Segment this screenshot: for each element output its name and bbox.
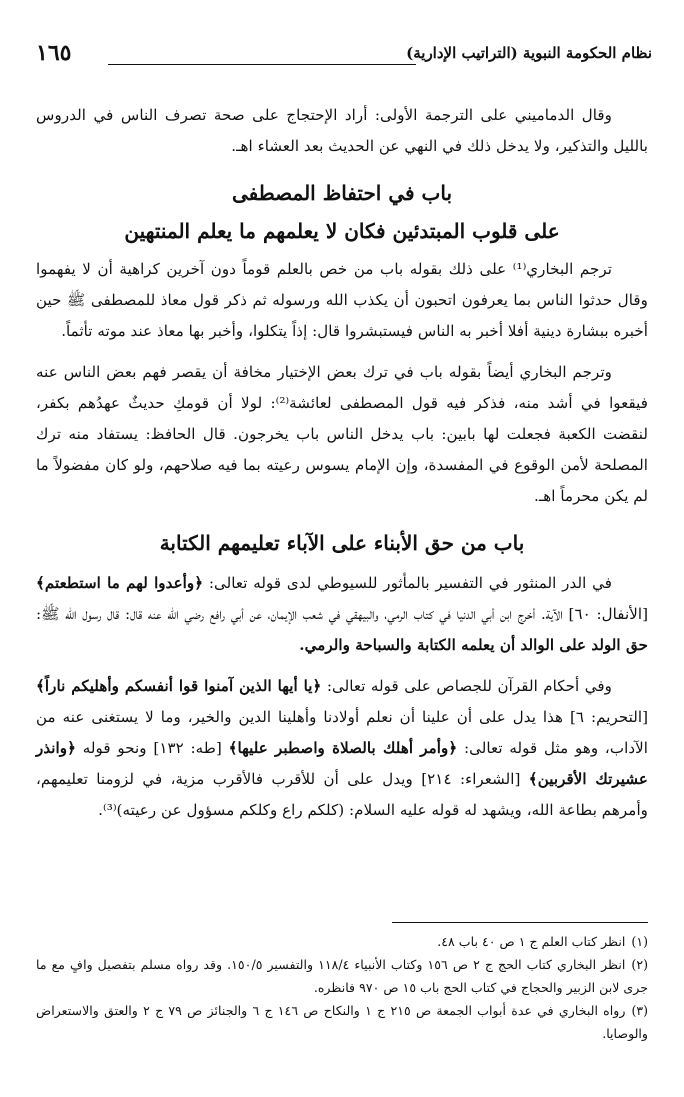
paragraph-damamini: وقال الدماميني على الترجمة الأولى: أراد الإحتجاج على صحة تصرف الناس في الدروس بالليل والتذكير، ولا يدخل ذلك في النهي عن الحديث بعد العشاء اهـ. (36, 106, 648, 155)
footnote-separator (392, 922, 648, 923)
quran-verse: ﴿وانذر عشيرتك الأقربين﴾ (36, 739, 648, 788)
footnote-text: انظر البخاري كتاب الحج ج ٢ ص ١٥٦ وكتاب الأنبياء ١١٨/٤ والتفسير ١٥٠/٥. وقد رواه مسلم بتفصيل وافٍ مع ما جرى لابن الزبير والحجاج في كتاب الحج باب ١٥ ص ٩٧٠ فانظره. (36, 957, 648, 995)
footnote-text: انظر كتاب العلم ج ١ ص ٤٠ باب ٤٨. (437, 934, 626, 949)
footnote (36, 930, 648, 953)
text-run: وفي أحكام القرآن للجصاص على قوله تعالى: (321, 677, 612, 695)
text-run: [الأنفال: ٦٠] الآية. أخرج ابن أبي الدنيا في كتاب الرمي، والبيهقي في شعب الإيمان، عن أبي رافع رضي الله عنه قال: قال رسول الله ﷺ: (36, 605, 649, 623)
text-run: [الشعراء: ٢١٤] ويدل على أن للأقرب فالأقرب مزية، في لزومنا تعليمهم، وأمرهم بطاعة الله، ويشهد له قوله عليه السلام: (كلكم راع وكلكم مسؤول عن رعيته)⁽³⁾. (36, 770, 648, 819)
paragraph-jassas (36, 671, 648, 826)
footnote-number: (٢) (631, 957, 649, 972)
footnotes (36, 930, 648, 1045)
paragraph-bukhari-2: وترجم البخاري أيضاً بقوله باب في ترك بعض الإختيار مخافة أن يقصر فهم بعض الناس عنه فيقعوا في أشد منه، فذكر فيه قول المصطفى لعائشة⁽²⁾: لولا أن قومكِ حديثٌ عهدُهم بكفر، لنقضت الكعبة فجعلت لها بابين: باب يدخل الناس باب يخرجون. قال الحافظ: يستفاد منه ترك المصلحة لأمن الوقوع في المفسدة، وإن الإمام يسوس رعيته بما فيه صلاحهم، ولو كان مفضولاً ما لم يكن محرماً اهـ. (36, 363, 648, 505)
paragraph-durr-manthur (36, 568, 648, 661)
page-number: ١٦٥ (36, 40, 72, 66)
text-run: [التحريم: ٦] هذا يدل على أن علينا أن نعلم أولادنا وأهلينا الدين والخير، وما لا يستغنى عنه من الآداب، وهو مثل قوله تعالى: (36, 708, 648, 757)
paragraph-bukhari-1: ترجم البخاري⁽¹⁾ على ذلك بقوله باب من خص بالعلم قوماً دون آخرين كراهية أن لا يفهموا وقال حدثوا الناس بما يعرفون اتحبون أن يكذب الله ورسوله ثم ذكر قول معاذ للمصطفى ﷺ حين أخبره ببشارة دينية أفلا أخبر به الناس فيستبشروا قال: إذاً يتكلوا، وأخبر بها معاذ عند موته تأثماً. (36, 260, 648, 340)
footnote-number: (٣) (631, 1003, 649, 1018)
footnote (36, 953, 648, 999)
section-title-1-line-2: على قلوب المبتدئين فكان لا يعلمهم ما يعلم المنتهين (124, 219, 560, 243)
running-title: نظام الحكومة النبوية (التراتيب الإدارية) (406, 44, 652, 62)
quran-verse: ﴿وأعدوا لهم ما استطعتم﴾ (36, 574, 204, 592)
text-run: [طه: ١٣٢] ونحو قوله (76, 739, 229, 757)
section-title-2: باب من حق الأبناء على الآباء تعليمهم الكتابة (159, 531, 525, 555)
page-header (36, 40, 652, 70)
section-title-1-line-1: باب في احتفاظ المصطفى (231, 181, 453, 205)
header-rule (108, 64, 416, 65)
quran-verse: ﴿يا أيها الذين آمنوا قوا أنفسكم وأهليكم ناراً﴾ (36, 677, 322, 695)
text-run: في الدر المنثور في التفسير بالمأثور للسيوطي لدى قوله تعالى: (203, 574, 612, 592)
hadith-text: حق الولد على الوالد أن يعلمه الكتابة والسباحة والرمي. (299, 636, 648, 654)
page-body (36, 100, 648, 826)
footnote-text: رواه البخاري في عدة أبواب الجمعة ص ٢١٥ ج ١ والنكاح ص ١٤٦ ج ٦ والجنائز ص ٧٩ ج ٢ والعتق والاستعراض والوصايا. (36, 1003, 648, 1041)
footnote-number: (١) (631, 934, 648, 949)
quran-verse: ﴿وأمر أهلك بالصلاة واصطبر عليها﴾ (228, 739, 458, 757)
footnote (36, 999, 648, 1045)
